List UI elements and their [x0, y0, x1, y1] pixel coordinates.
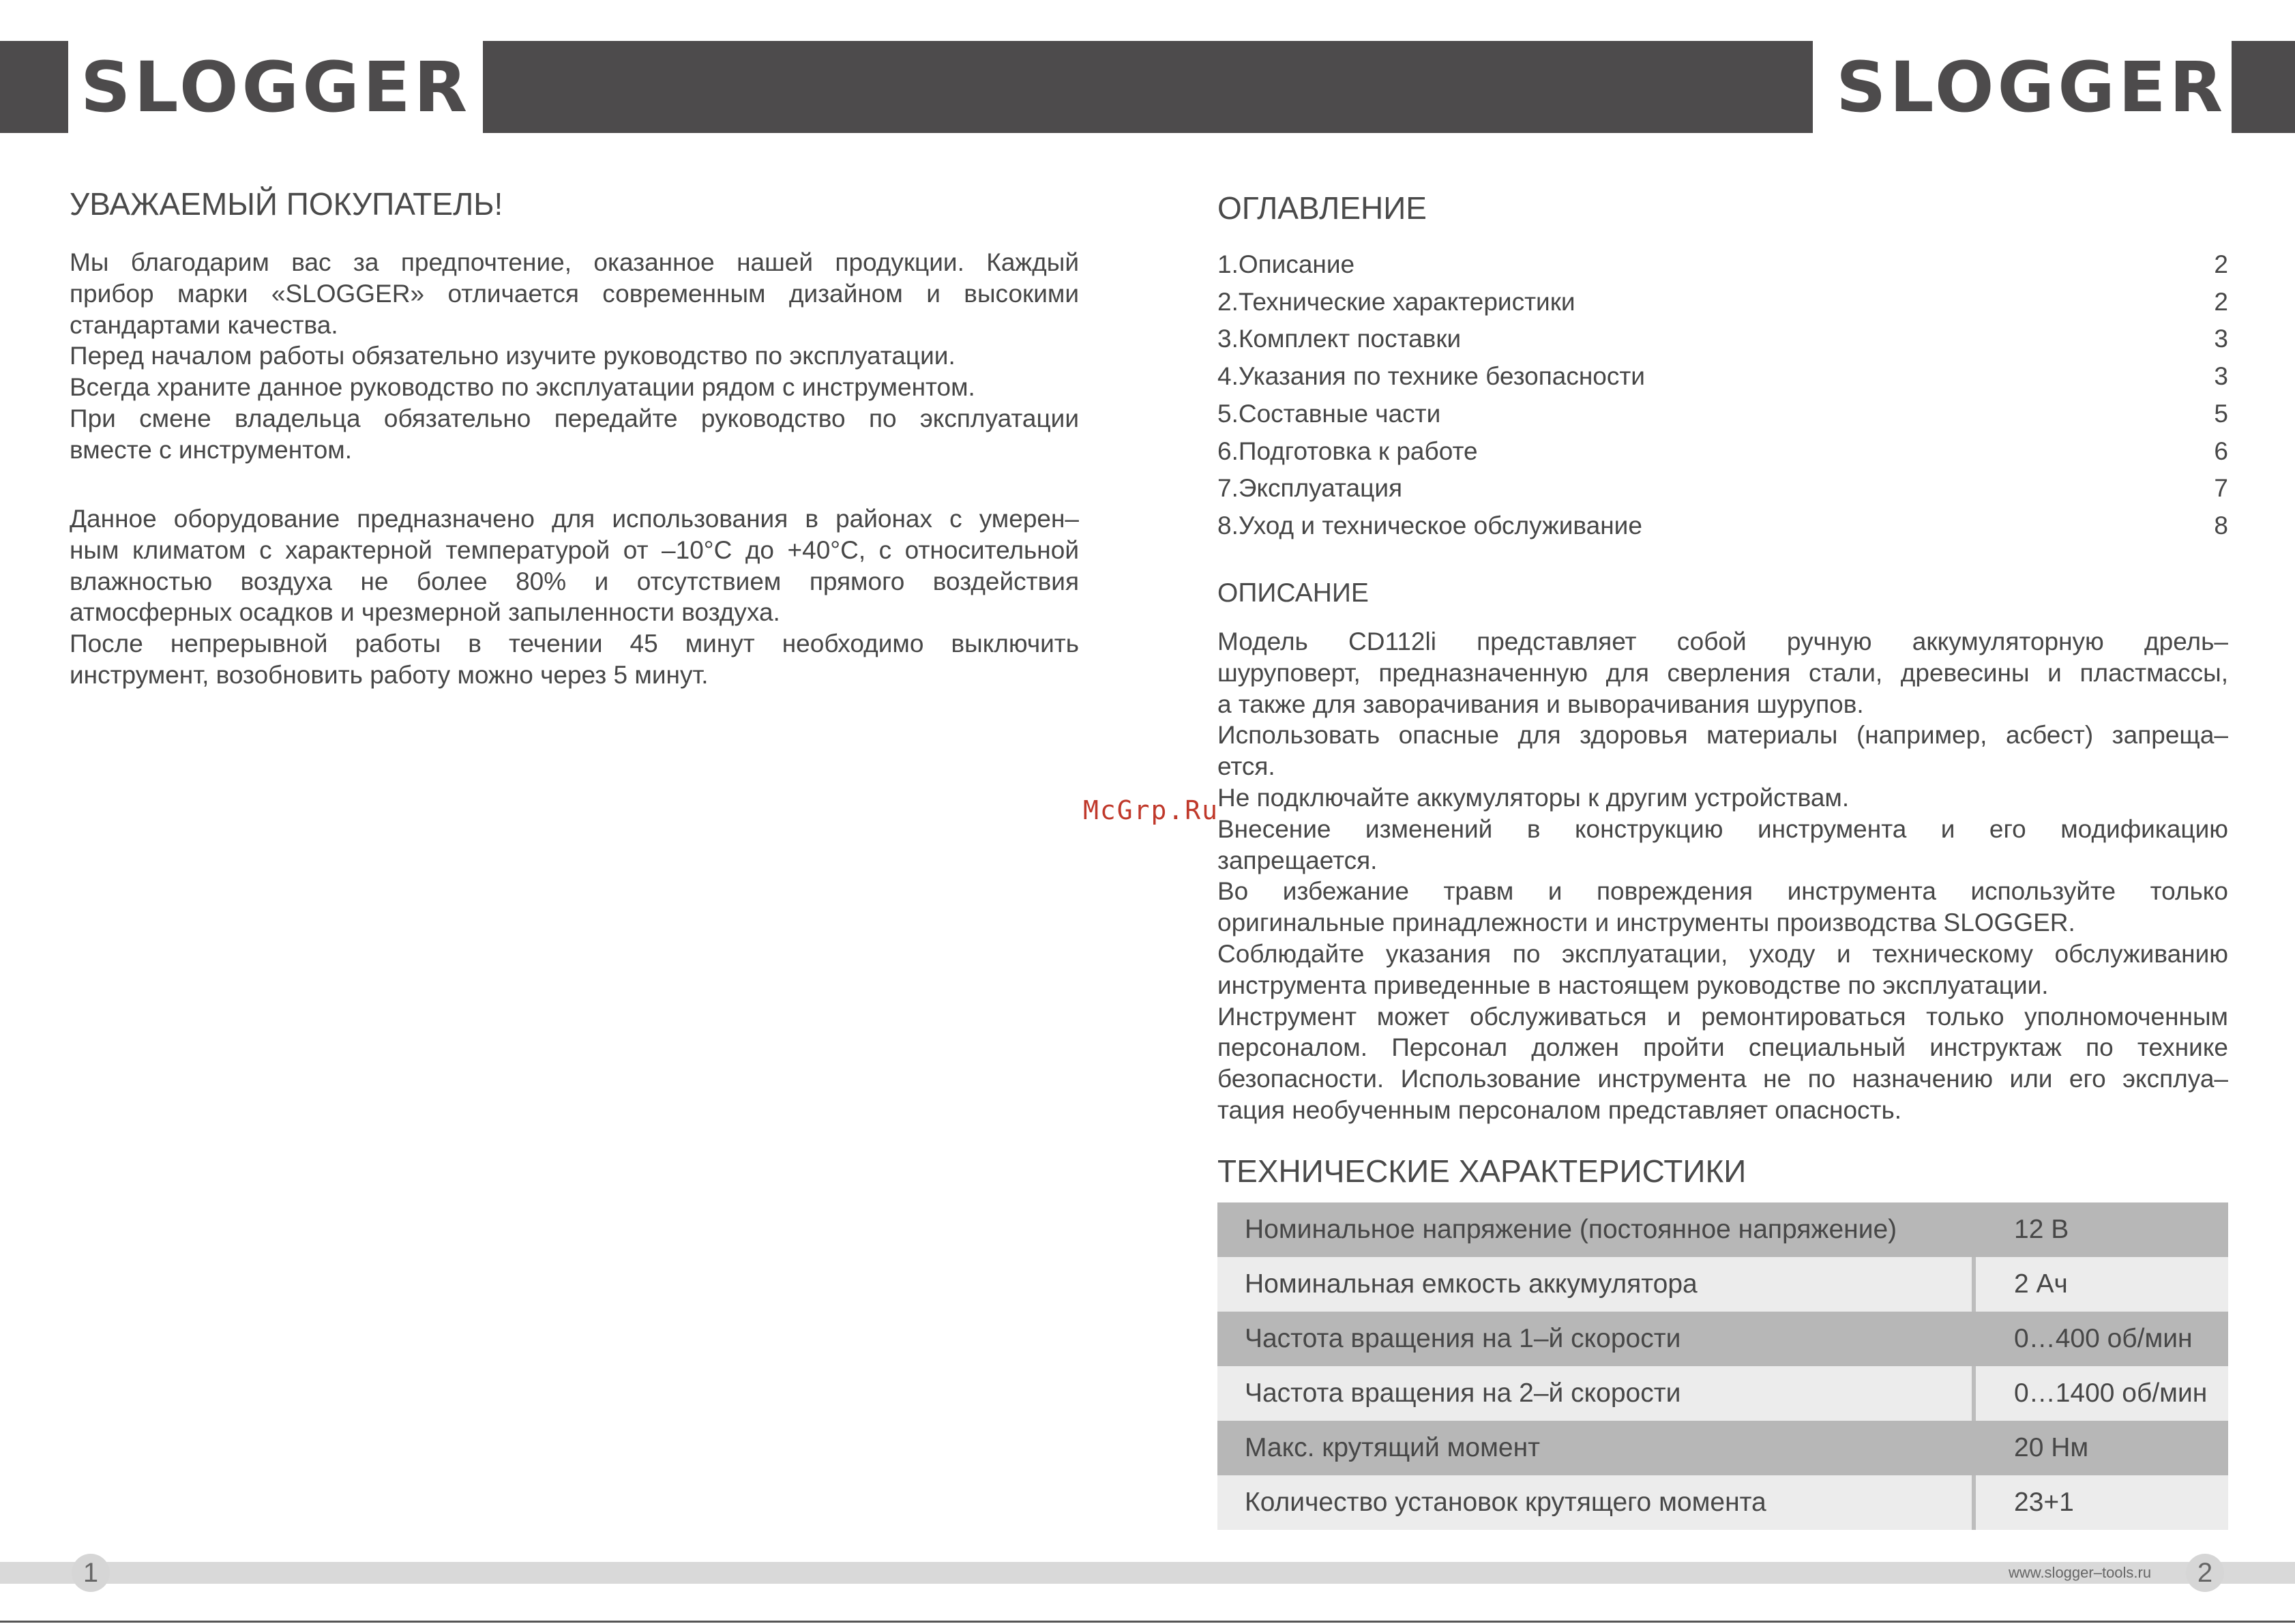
text-line: Внесение изменений в конструкцию инструмента и его модификацию [1217, 814, 2228, 843]
spec-label: Номинальная емкость аккумулятора [1245, 1269, 1698, 1299]
footer-bottom-line [0, 1621, 2295, 1623]
text-line: Во избежание травм и повреждения инструмента используйте только [1217, 877, 2228, 906]
toc-title: 5.Составные части [1217, 400, 1441, 428]
spec-row [1217, 1257, 2228, 1312]
logo-left: SLOGGER [80, 47, 471, 128]
text-line: тация необученным персоналом представляет опасность. [1217, 1095, 1902, 1124]
page-number-left: 1 [72, 1554, 110, 1592]
text-line: Не подключайте аккумуляторы к другим устройствам. [1217, 783, 1850, 812]
text-line: прибор марки «SLOGGER» отличается современным дизайном и высокими [70, 279, 1079, 308]
toc-page: 3 [2214, 325, 2228, 353]
specs-table [1217, 1202, 2228, 1530]
toc-title: 8.Уход и техническое обслуживание [1217, 512, 1642, 540]
toc-page: 6 [2214, 437, 2228, 465]
toc-item[interactable] [1217, 246, 2228, 283]
toc-page: 2 [2214, 288, 2228, 316]
toc-title: 7.Эксплуатация [1217, 474, 1403, 502]
spec-value: 0…1400 об/мин [2014, 1378, 2208, 1408]
text-line: инструмент, возобновить работу можно через 5 минут. [70, 660, 709, 689]
description-heading: ОПИСАНИЕ [1217, 578, 1369, 608]
spec-value: 0…400 об/мин [2014, 1324, 2193, 1353]
climate-paragraph [70, 503, 1079, 691]
text-line: Инструмент может обслуживаться и ремонтироваться только уполномоченным [1217, 1002, 2228, 1031]
toc-item[interactable] [1217, 432, 2228, 470]
toc-item[interactable] [1217, 320, 2228, 357]
text-line: Перед началом работы обязательно изучите руководство по эксплуатации. [70, 342, 956, 370]
column-separator [1972, 1475, 1976, 1530]
description-paragraph [1217, 626, 2228, 1126]
spec-label: Номинальное напряжение (постоянное напряжение) [1245, 1215, 1897, 1244]
spec-value: 23+1 [2014, 1488, 2074, 1517]
text-line: атмосферных осадков и чрезмерной запыленности воздуха. [70, 598, 780, 627]
toc-heading: ОГЛАВЛЕНИЕ [1217, 190, 1427, 226]
text-line: безопасности. Использование инструмента не по назначению или его эксплуа– [1217, 1065, 2228, 1093]
spec-row [1217, 1366, 2228, 1421]
toc-page: 5 [2214, 400, 2228, 428]
spec-row [1217, 1421, 2228, 1475]
text-line: Всегда храните данное руководство по эксплуатации рядом с инструментом. [70, 373, 975, 402]
toc-title: 2.Технические характеристики [1217, 288, 1575, 316]
logo-right: SLOGGER [1836, 47, 2227, 128]
toc-item[interactable] [1217, 283, 2228, 321]
toc-title: 3.Комплект поставки [1217, 325, 1462, 353]
toc-item[interactable] [1217, 469, 2228, 507]
text-line: инструмента приведенные в настоящем руководстве по эксплуатации. [1217, 971, 2049, 999]
text-line: шуруповерт, предназначенную для сверления стали, древесины и пластмассы, [1217, 658, 2228, 687]
toc-page: 7 [2214, 474, 2228, 502]
text-line: стандартами качества. [70, 310, 338, 339]
header-bar-center [483, 41, 1813, 133]
page-number-right: 2 [2186, 1554, 2224, 1592]
watermark: McGrp.Ru [1083, 795, 1219, 825]
spec-label: Частота вращения на 2–й скорости [1245, 1378, 1681, 1408]
column-separator [1972, 1257, 1976, 1312]
spec-row [1217, 1202, 2228, 1257]
specs-heading: ТЕХНИЧЕСКИЕ ХАРАКТЕРИСТИКИ [1217, 1153, 1747, 1189]
toc-page: 2 [2214, 250, 2228, 278]
toc-page: 8 [2214, 512, 2228, 540]
column-separator [1972, 1366, 1976, 1421]
text-line: Мы благодарим вас за предпочтение, оказанное нашей продукции. Каждый [70, 248, 1079, 276]
text-line: Использовать опасные для здоровья материалы (например, асбест) запреща– [1217, 721, 2228, 750]
text-line: персоналом. Персонал должен пройти специальный инструктаж по технике [1217, 1033, 2228, 1062]
toc-page: 3 [2214, 362, 2228, 390]
toc-item[interactable] [1217, 395, 2228, 432]
spec-row [1217, 1475, 2228, 1530]
toc-title: 6.Подготовка к работе [1217, 437, 1478, 465]
toc-title: 4.Указания по технике безопасности [1217, 362, 1645, 390]
spec-label: Частота вращения на 1–й скорости [1245, 1324, 1681, 1353]
text-line: влажностью воздуха не более 80% и отсутствием прямого воздействия [70, 567, 1079, 595]
spec-row [1217, 1312, 2228, 1366]
text-line: оригинальные принадлежности и инструменты производства SLOGGER. [1217, 909, 2075, 937]
text-line: Соблюдайте указания по эксплуатации, уходу и техническому обслуживанию [1217, 939, 2228, 968]
toc-item[interactable] [1217, 357, 2228, 395]
text-line: а также для заворачивания и выворачивания шурупов. [1217, 690, 1864, 718]
text-line: ным климатом с характерной температурой от –10°С до +40°С, с относительной [70, 535, 1079, 564]
text-line: Модель CD112li представляет собой ручную аккумуляторную дрель– [1217, 628, 2228, 655]
header-bar-right-edge [2232, 41, 2295, 133]
greeting-heading: УВАЖАЕМЫЙ ПОКУПАТЕЛЬ! [70, 186, 503, 222]
text-line: При смене владельца обязательно передайте руководство по эксплуатации [70, 404, 1079, 432]
spec-value: 20 Нм [2014, 1433, 2089, 1462]
toc-item[interactable] [1217, 507, 2228, 544]
website-link[interactable]: www.slogger–tools.ru [2009, 1564, 2152, 1581]
text-line: Данное оборудование предназначено для использования в районах с умерен– [70, 505, 1079, 533]
text-line: ется. [1217, 752, 1275, 781]
footer-bar [0, 1562, 2295, 1584]
spec-label: Количество установок крутящего момента [1245, 1488, 1766, 1517]
toc-title: 1.Описание [1217, 250, 1355, 278]
header-bar-left-edge [0, 41, 68, 133]
spec-value: 12 В [2014, 1215, 2069, 1244]
greeting-paragraph [70, 247, 1079, 466]
spec-value: 2 Ач [2014, 1269, 2068, 1299]
text-line: После непрерывной работы в течении 45 минут необходимо выключить [70, 630, 1079, 658]
text-line: запрещается. [1217, 846, 1378, 874]
text-line: вместе с инструментом. [70, 435, 352, 464]
spec-label: Макс. крутящий момент [1245, 1433, 1540, 1462]
